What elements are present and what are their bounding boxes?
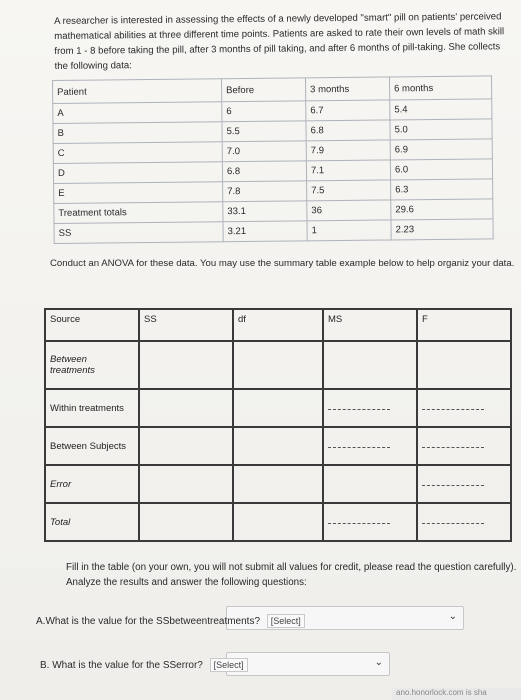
ms-cell: [323, 389, 417, 427]
ms-cell: [323, 427, 417, 465]
cell-6-months: 29.6: [391, 199, 493, 220]
cell-3-months: 7.5: [307, 180, 391, 201]
question-b-label: B. What is the value for the SSerror?: [40, 660, 203, 671]
data-table: [52, 75, 494, 244]
cell-6-months: 5.0: [390, 119, 492, 140]
ss-cell: [139, 427, 233, 465]
blank-dash: [328, 523, 390, 524]
f-cell: [417, 427, 511, 465]
f-cell: [417, 389, 511, 427]
blank-dash: [422, 523, 484, 524]
problem-intro: A researcher is interested in assessing the effects of a newly developed "smart" pill on patients' perceived mathematical abilities at three different time points. Patients are asked to rate their own levels of math skill from 1 - 8 before taking the pill, after 3 months of pill taking, and after 6 months of pill-taking. She collects the following data:: [54, 11, 505, 72]
cell-before: 7.8: [223, 181, 307, 202]
f-cell: [417, 503, 511, 541]
anova-header-f: F: [417, 309, 511, 341]
cell-before: 6.8: [222, 161, 306, 182]
header-3-months: 3 months: [305, 77, 389, 101]
blank-dash: [422, 447, 484, 448]
df-cell: [233, 389, 323, 427]
df-cell: [233, 427, 323, 465]
cell-before: 33.1: [223, 201, 307, 222]
anova-instruction: Conduct an ANOVA for these data. You may use the summary table example below to help organiz your data.: [50, 258, 515, 269]
cell-before: 6: [222, 101, 306, 122]
watermark-notice: ano.honorlock.com is sha: [392, 688, 521, 700]
ms-cell: [323, 465, 417, 503]
header-before: Before: [221, 78, 305, 102]
question-b-select[interactable]: [Select]: [210, 658, 248, 672]
cell-3-months: 6.8: [306, 120, 390, 141]
chevron-down-icon: ⌄: [448, 611, 457, 622]
blank-dash: [422, 485, 484, 486]
cell-3-months: 36: [307, 200, 391, 221]
cell-patient: A: [53, 102, 222, 124]
question-a-select[interactable]: [Select]: [267, 614, 305, 628]
cell-patient: SS: [54, 222, 223, 244]
ss-error-dropdown[interactable]: [226, 652, 390, 676]
cell-before: 3.21: [223, 221, 307, 242]
cell-patient: E: [54, 182, 223, 204]
f-cell: [417, 465, 511, 503]
question-b: [40, 658, 248, 672]
cell-6-months: 2.23: [391, 219, 493, 240]
anova-header-source: Source: [45, 309, 139, 341]
cell-before: 7.0: [222, 141, 306, 162]
cell-6-months: 6.3: [391, 179, 493, 200]
source-label: Between treatments: [45, 341, 139, 389]
f-cell: [417, 341, 511, 389]
cell-6-months: 6.9: [390, 139, 492, 160]
blank-dash: [328, 447, 390, 448]
source-label: Error: [45, 465, 139, 503]
cell-3-months: 1: [307, 220, 391, 241]
cell-6-months: 5.4: [390, 99, 492, 120]
anova-row-between-subjects: [45, 427, 511, 465]
cell-before: 5.5: [222, 121, 306, 142]
header-6-months: 6 months: [389, 76, 491, 100]
table-row-ss: [54, 219, 493, 244]
df-cell: [233, 465, 323, 503]
fill-instructions: Fill in the table (on your own, you will not submit all values for credit, please read the question carefully). Analyze the results and answer the following questions:: [66, 562, 517, 588]
ss-cell: [139, 503, 233, 541]
cell-patient: D: [53, 162, 222, 184]
ms-cell: [323, 341, 417, 389]
df-cell: [233, 341, 323, 389]
question-a: [36, 614, 305, 628]
cell-6-months: 6.0: [390, 159, 492, 180]
question-a-label: A.What is the value for the SSbetweentreatments?: [36, 616, 261, 627]
chevron-down-icon: ⌄: [374, 657, 383, 668]
cell-patient: B: [53, 122, 222, 144]
blank-dash: [422, 409, 484, 410]
ms-cell: [323, 503, 417, 541]
anova-row-error: [45, 465, 511, 503]
ss-cell: [139, 465, 233, 503]
cell-patient: Treatment totals: [54, 202, 223, 224]
cell-3-months: 7.1: [306, 160, 390, 181]
anova-header-ms: MS: [323, 309, 417, 341]
anova-row-within-treatments: [45, 389, 511, 427]
anova-header-row: [45, 309, 511, 341]
source-label: Total: [45, 503, 139, 541]
anova-summary-table: [44, 308, 512, 542]
blank-dash: [328, 409, 390, 410]
cell-3-months: 6.7: [306, 100, 390, 121]
source-label: Within treatments: [45, 389, 139, 427]
anova-row-between-treatments: [45, 341, 511, 389]
anova-row-total: [45, 503, 511, 541]
anova-header-df: df: [233, 309, 323, 341]
df-cell: [233, 503, 323, 541]
cell-patient: C: [53, 142, 222, 164]
cell-3-months: 7.9: [306, 140, 390, 161]
source-label: Between Subjects: [45, 427, 139, 465]
ss-cell: [139, 341, 233, 389]
ss-cell: [139, 389, 233, 427]
anova-header-ss: SS: [139, 309, 233, 341]
header-patient: Patient: [53, 79, 222, 104]
